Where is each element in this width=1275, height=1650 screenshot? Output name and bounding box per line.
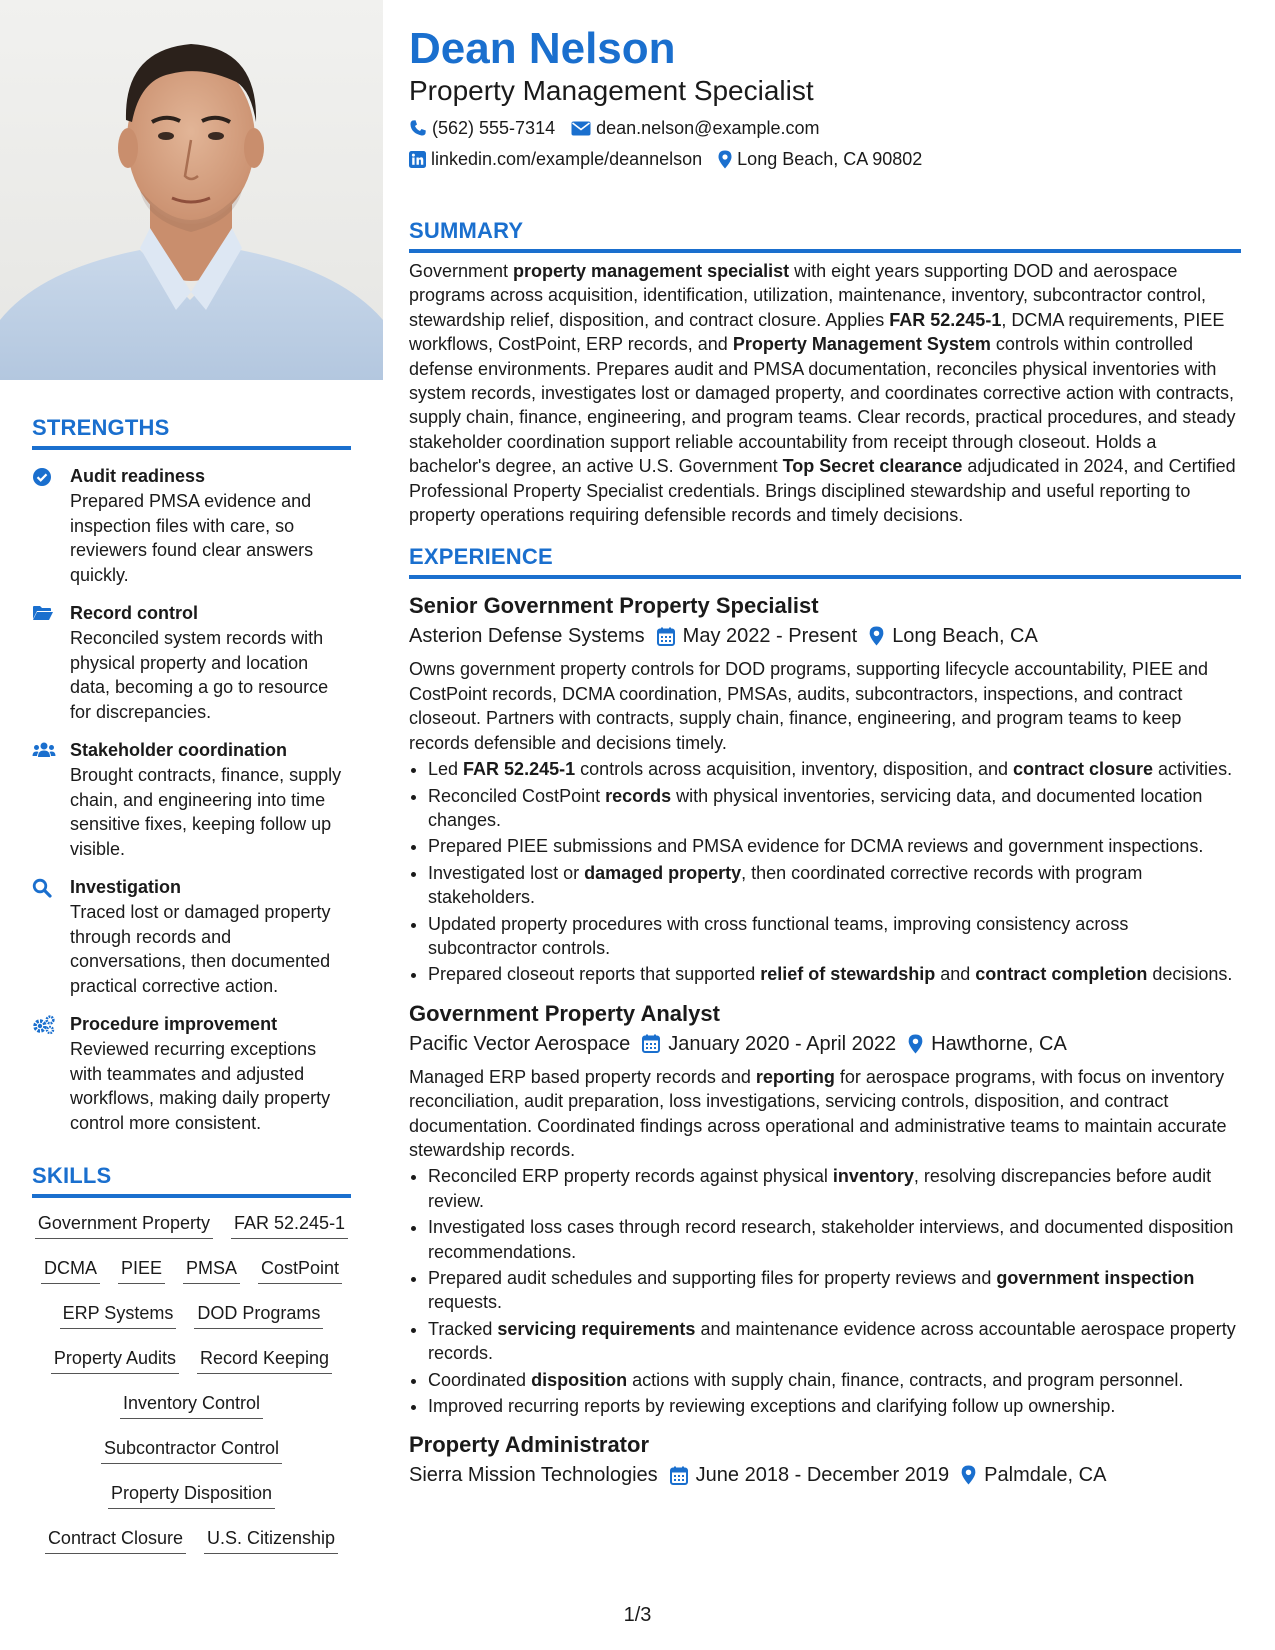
- strength-desc: Reconciled system records with physical property and location data, becoming a go to resource for discrepancies.: [70, 628, 329, 722]
- skills-section: [0, 1163, 383, 1572]
- strength-item: [32, 875, 351, 998]
- contact-phone: [409, 116, 555, 140]
- company-name: Pacific Vector Aerospace: [409, 1032, 631, 1055]
- contact-email[interactable]: [571, 116, 819, 140]
- list-item: • Investigated loss cases through record research, stakeholder interviews, and documented disposition recommendations.: [428, 1215, 1241, 1264]
- job-meta: [409, 621, 1241, 651]
- summary-section: [409, 218, 1241, 527]
- contact-location: [718, 147, 922, 171]
- gears-icon: [32, 1012, 70, 1135]
- job-title: Government Property Analyst: [409, 1000, 720, 1026]
- profile-photo: [0, 0, 383, 380]
- company-name: Sierra Mission Technologies: [409, 1464, 658, 1487]
- strength-item: [32, 601, 351, 724]
- map-pin-icon: [869, 626, 884, 646]
- strength-desc: Reviewed recurring exceptions with teammates and adjusted workflows, making daily property control more consistent.: [70, 1039, 331, 1133]
- job-bullets: [409, 757, 1241, 987]
- contact-row-2: [409, 147, 1241, 171]
- main-column: [409, 22, 1241, 1490]
- skill-row: [32, 1212, 351, 1257]
- list-item: • Prepared closeout reports that supported relief of stewardship and contract completion decisions.: [428, 962, 1241, 986]
- company-name: Asterion Defense Systems: [409, 625, 645, 648]
- job-entry: [409, 999, 1241, 1419]
- job-title: Senior Government Property Specialist: [409, 593, 819, 619]
- skill-chip: Government Property: [35, 1212, 213, 1239]
- strength-title: Stakeholder coordination: [70, 740, 288, 760]
- job-dates: January 2020 - April 2022: [668, 1032, 897, 1055]
- envelope-icon: [571, 121, 591, 136]
- experience-title: EXPERIENCE: [409, 544, 1241, 579]
- map-pin-icon: [718, 150, 732, 169]
- job-location: Hawthorne, CA: [931, 1032, 1067, 1055]
- strength-desc: Traced lost or damaged property through records and conversations, then documented practical corrective action.: [70, 902, 331, 996]
- strength-item: [32, 464, 351, 587]
- strength-desc: Brought contracts, finance, supply chain, and engineering into time sensitive fixes, keeping follow up visible.: [70, 765, 342, 859]
- skill-chip: FAR 52.245-1: [231, 1212, 348, 1239]
- job-location: Long Beach, CA: [892, 625, 1038, 648]
- skill-chip: U.S. Citizenship: [204, 1527, 338, 1554]
- skill-row: [32, 1437, 351, 1482]
- folder-open-icon: [32, 601, 70, 724]
- contact-linkedin[interactable]: [409, 147, 702, 171]
- list-item: • Coordinated disposition actions with supply chain, finance, contracts, and program personnel.: [428, 1368, 1241, 1392]
- list-item: • Led FAR 52.245-1 controls across acquisition, inventory, disposition, and contract closure activities.: [428, 757, 1241, 781]
- list-item: • Tracked servicing requirements and maintenance evidence across accountable aerospace property records.: [428, 1317, 1241, 1366]
- strength-title: Procedure improvement: [70, 1014, 278, 1034]
- map-pin-icon: [908, 1034, 923, 1054]
- job-dates: May 2022 - Present: [682, 625, 858, 648]
- location-text: Long Beach, CA 90802: [737, 149, 923, 169]
- skills-title: SKILLS: [32, 1163, 351, 1198]
- skill-chip: ERP Systems: [60, 1302, 177, 1329]
- strengths-section: [0, 415, 383, 1149]
- contact-row: [409, 116, 1241, 140]
- experience-section: [409, 544, 1241, 1490]
- skill-chip: CostPoint: [258, 1257, 342, 1284]
- skill-row: [32, 1347, 351, 1392]
- summary-title: SUMMARY: [409, 218, 1241, 253]
- email-text: dean.nelson@example.com: [596, 118, 820, 138]
- candidate-role: Property Management Specialist: [409, 75, 814, 106]
- page-number: 1/3: [623, 1604, 652, 1626]
- job-entry: [409, 591, 1241, 986]
- job-entry: [409, 1430, 1241, 1490]
- list-item: • Updated property procedures with cross functional teams, improving consistency across subcontractor controls.: [428, 912, 1241, 961]
- jobs-list: [409, 591, 1241, 1490]
- job-title: Property Administrator: [409, 1432, 650, 1458]
- list-item: • Reconciled CostPoint records with physical inventories, servicing data, and documented location changes.: [428, 784, 1241, 833]
- strengths-title: STRENGTHS: [32, 415, 351, 450]
- skill-row: [32, 1302, 351, 1347]
- strength-title: Record control: [70, 603, 199, 623]
- strength-item: [32, 1012, 351, 1135]
- left-column: [0, 0, 383, 1650]
- skill-chip: Inventory Control: [120, 1392, 263, 1419]
- skills-list: [32, 1212, 351, 1572]
- job-location: Palmdale, CA: [984, 1464, 1107, 1487]
- list-item: • Investigated lost or damaged property, then coordinated corrective records with program stakeholders.: [428, 861, 1241, 910]
- skill-chip: Property Audits: [51, 1347, 179, 1374]
- skill-row: [32, 1527, 351, 1572]
- list-item: • Prepared PIEE submissions and PMSA evidence for DCMA reviews and government inspections.: [428, 834, 1241, 858]
- skill-chip: PMSA: [183, 1257, 240, 1284]
- phone-icon: [409, 119, 427, 137]
- linkedin-text: linkedin.com/example/deannelson: [431, 149, 703, 169]
- candidate-name: Dean Nelson: [409, 24, 676, 73]
- map-pin-icon: [961, 1465, 976, 1485]
- job-bullets: [409, 1164, 1241, 1418]
- job-meta: [409, 1460, 1241, 1490]
- linkedin-icon: [409, 151, 426, 168]
- strength-desc: Prepared PMSA evidence and inspection files with care, so reviewers found clear answers quickly.: [70, 491, 314, 585]
- phone-text: (562) 555-7314: [432, 118, 556, 138]
- job-dates: June 2018 - December 2019: [695, 1464, 950, 1487]
- job-description: Owns government property controls for DOD programs, supporting lifecycle accountability, PIEE and CostPoint records, DCMA coordination, PMSAs, audits, subcontractors, inspections, and contract closeout. Partners with contracts, supply chain, finance, engineering, and program teams to keep records defensible and decisions timely.: [409, 659, 1209, 753]
- check-circle-icon: [32, 464, 70, 587]
- summary-text: Government property management specialist with eight years supporting DOD and aerospace programs across acquisition, identification, utilization, maintenance, inventory, subcontractor control, stewardship relief, disposition, and contract closure. Applies FAR 52.245-1, DCMA requirements, PIEE workflows, CostPoint, ERP records, and Property Management System controls within controlled defense environments. Prepares audit and PMSA documentation, reconciles physical inventories with system records, investigates lost or damaged property, and coordinates corrective action with contracts, supply chain, finance, engineering, and program teams. Clear records, practical procedures, and steady stakeholder coordination support reliable accountability from receipt through closeout. Holds a bachelor's degree, an active U.S. Government Top Secret clearance adjudicated in 2024, and Certified Professional Property Specialist credentials. Brings disciplined stewardship and useful reporting to property operations requiring defensible records and timely decisions.: [409, 261, 1236, 526]
- calendar-icon: [657, 627, 675, 646]
- list-item: • Improved recurring reports by reviewing exceptions and clarifying follow up ownership.: [428, 1394, 1241, 1418]
- skill-chip: DOD Programs: [194, 1302, 323, 1329]
- strength-item: [32, 738, 351, 861]
- skill-row: [32, 1257, 351, 1302]
- job-description: Managed ERP based property records and reporting for aerospace programs, with focus on inventory reconciliation, audit preparation, loss investigations, servicing controls, disposition, and contract documentation. Coordinated findings across operational and administrative teams to maintain accurate stewardship records.: [409, 1066, 1227, 1160]
- skill-chip: Record Keeping: [197, 1347, 332, 1374]
- calendar-icon: [670, 1466, 688, 1485]
- skill-chip: DCMA: [41, 1257, 100, 1284]
- users-icon: [32, 738, 70, 861]
- skill-chip: Subcontractor Control: [101, 1437, 282, 1464]
- list-item: • Prepared audit schedules and supporting files for property reviews and government inspection requests.: [428, 1266, 1241, 1315]
- skill-chip: PIEE: [118, 1257, 165, 1284]
- search-icon: [32, 875, 70, 998]
- strength-title: Audit readiness: [70, 466, 206, 486]
- strength-title: Investigation: [70, 877, 182, 897]
- skill-chip: Property Disposition: [108, 1482, 275, 1509]
- calendar-icon: [642, 1034, 660, 1053]
- skill-row: [32, 1392, 351, 1437]
- skill-row: [32, 1482, 351, 1527]
- list-item: • Reconciled ERP property records against physical inventory, resolving discrepancies before audit review.: [428, 1164, 1241, 1213]
- job-meta: [409, 1029, 1241, 1059]
- skill-chip: Contract Closure: [45, 1527, 186, 1554]
